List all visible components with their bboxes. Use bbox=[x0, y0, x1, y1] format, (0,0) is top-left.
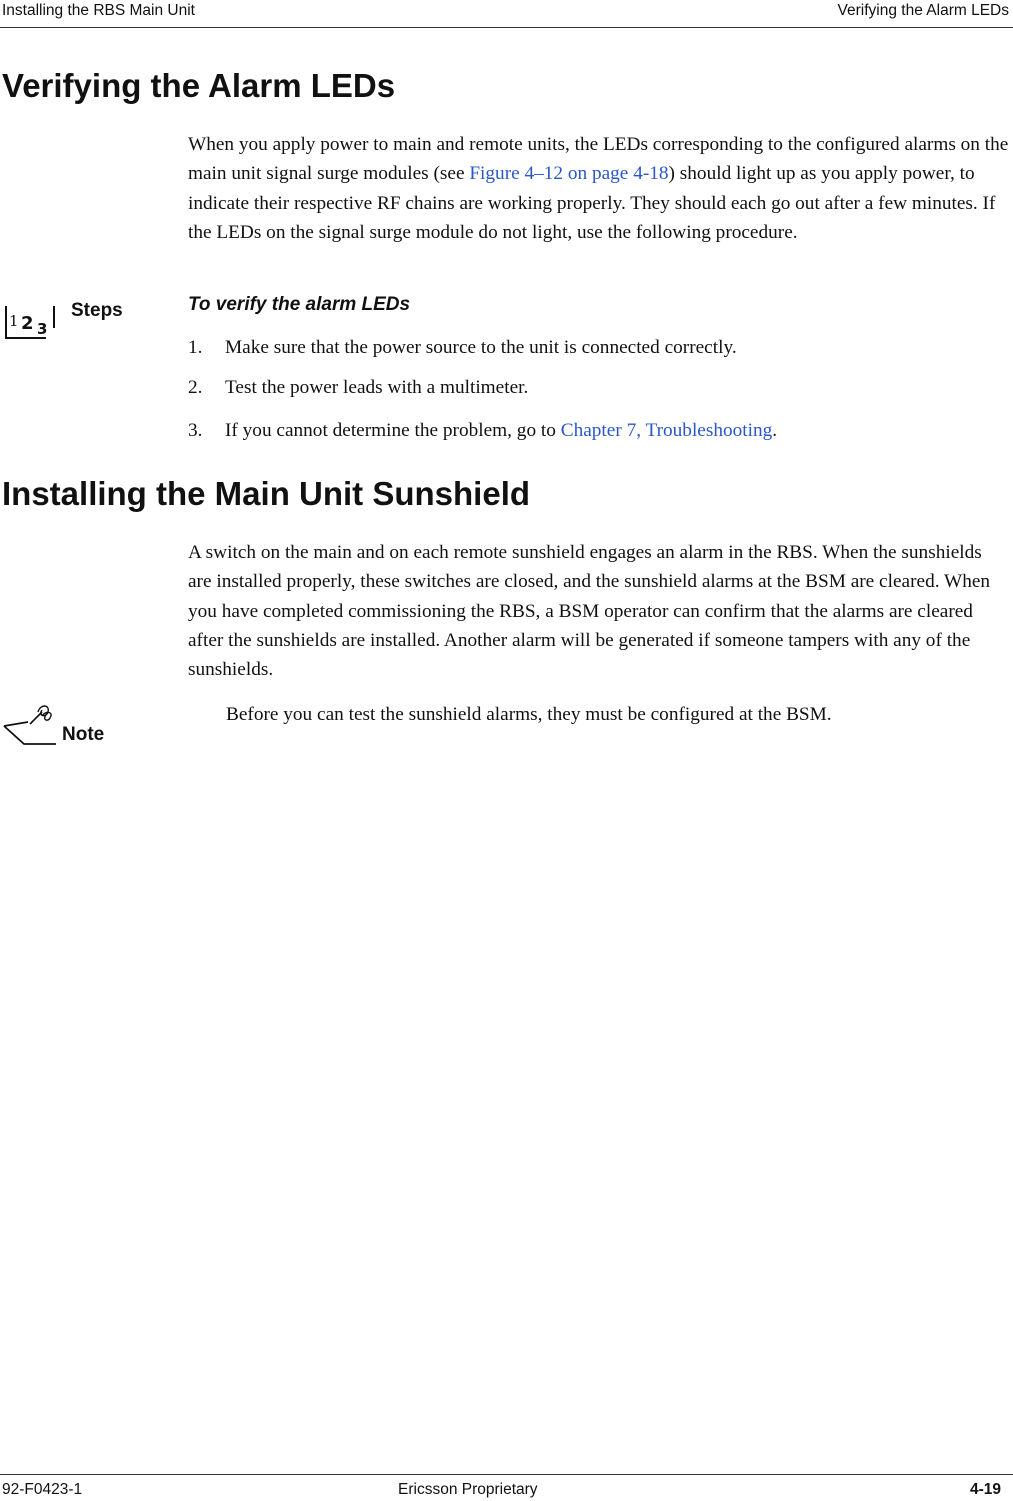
svg-text:1: 1 bbox=[9, 312, 19, 330]
step-text: Test the power leads with a multimeter. bbox=[225, 377, 529, 398]
page-footer bbox=[0, 1474, 1013, 1501]
numbered-steps-icon bbox=[2, 298, 60, 342]
step-number: 2. bbox=[188, 377, 203, 398]
step-text: Make sure that the power source to the unit is connected correctly. bbox=[225, 337, 737, 358]
note-pad-icon bbox=[2, 702, 58, 748]
step-text bbox=[225, 420, 777, 442]
svg-text:2: 2 bbox=[21, 313, 34, 334]
intro-paragraph bbox=[188, 130, 1010, 247]
section-title-installing-sunshield: Installing the Main Unit Sunshield bbox=[2, 475, 531, 512]
note-text: Before you can test the sunshield alarms, they must be configured at the BSM. bbox=[226, 704, 832, 725]
section-title-verifying-alarm-leds: Verifying the Alarm LEDs bbox=[2, 67, 396, 104]
chapter-link[interactable]: Chapter 7, Troubleshooting bbox=[560, 420, 773, 441]
header-section-title: Verifying the Alarm LEDs bbox=[837, 2, 1009, 19]
document-number: 92-F0423-1 bbox=[2, 1481, 83, 1498]
step-text-before: If you cannot determine the problem, go to bbox=[225, 420, 561, 441]
steps-label: Steps bbox=[71, 300, 123, 321]
running-header bbox=[0, 0, 1013, 28]
note-label: Note bbox=[62, 724, 105, 745]
intro-text-after: ) should light up as you apply power, to indicate their respective RF chains are working properly. They should each go out after a few minutes. If the LEDs on the signal surge module do not light, use the following procedure. bbox=[188, 163, 996, 243]
svg-text:3: 3 bbox=[37, 320, 48, 338]
header-chapter-title: Installing the RBS Main Unit bbox=[2, 2, 195, 19]
step-text-after: . bbox=[772, 420, 778, 441]
step-number: 3. bbox=[188, 420, 203, 441]
intro-text-before: When you apply power to main and remote units, the LEDs corresponding to the configured alarms on the main unit signal surge modules (see bbox=[188, 134, 1009, 185]
page-number: 4-19 bbox=[969, 1481, 1001, 1498]
figure-link[interactable]: Figure 4–12 on page 4-18 bbox=[469, 163, 669, 185]
step-number: 1. bbox=[188, 337, 203, 358]
proprietary-notice: Ericsson Proprietary bbox=[398, 1481, 538, 1498]
sunshield-paragraph: A switch on the main and on each remote sunshield engages an alarm in the RBS. When the sunshields are installed properly, these switches are closed, and the sunshield alarms at the BSM are cleared. When you have completed commissioning the RBS, a BSM operator can confirm that the alarms are cleared after the sunshields are installed. Another alarm will be generated if someone tampers with any of the sunshields. bbox=[188, 542, 991, 681]
procedure-title: To verify the alarm LEDs bbox=[188, 294, 411, 315]
